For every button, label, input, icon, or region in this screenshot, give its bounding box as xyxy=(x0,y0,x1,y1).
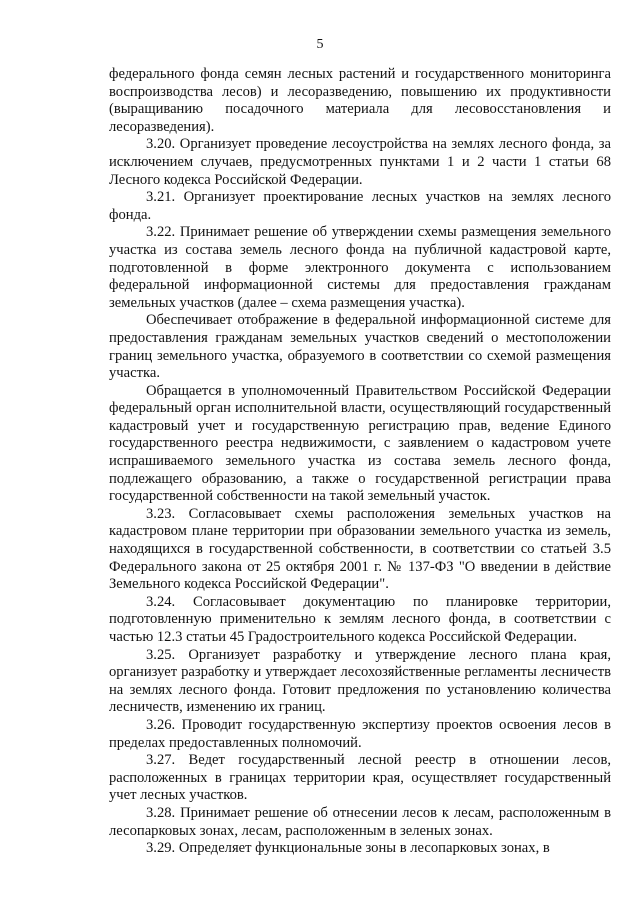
paragraph-text: Проводит государственную экспертизу проектов освоения лесов в пределах предоставленных полномочий. xyxy=(109,716,611,751)
clause-number: 3.24. xyxy=(146,593,176,610)
paragraph-text: Организует разработку и утверждение лесного плана края, организует разработку и утверждает лесохозяйственные регламенты лесничеств на землях лесного фонда. Готовит предложения по установлению количества лесничеств, изменению их границ. xyxy=(109,646,611,716)
paragraph-text: Обращается в уполномоченный Правительством Российской Федерации федеральный орган исполнительной власти, осуществляющий государственный кадастровый учет и государственную регистрацию прав, ведение Единого государственного реестра недвижимости, с заявлением о кадастровом учете испрашиваемого земельного участка из состава земель лесного фонда, подлежащего образованию, а также о государственной регистрации права государственной собственности на такой земельный участок. xyxy=(109,382,611,505)
paragraph-text: Согласовывает документацию по планировке территории, подготовленную применительно к землям лесного фонда, в соответствии с частью 12.3 статьи 45 Градостроительного кодекса Российской Федерации. xyxy=(109,593,611,645)
paragraph-3-29 xyxy=(109,840,611,858)
paragraph-3-25 xyxy=(109,647,611,717)
clause-number: 3.20. xyxy=(146,136,176,153)
clause-number: 3.28. xyxy=(146,804,176,821)
paragraph-text: Согласовывает схемы расположения земельных участков на кадастровом плане территории при образовании земельного участка из земель, находящихся в государственной собственности, в соответствии со статьей 3.5 Федерального закона от 25 октября 2001 г. № 137-ФЗ "О введении в действие Земельного кодекса Российской Федерации". xyxy=(109,505,611,593)
paragraph-3-23 xyxy=(109,506,611,594)
paragraph-appeal xyxy=(109,383,611,506)
paragraph-3-20 xyxy=(109,136,611,189)
paragraph-text: Принимает решение об утверждении схемы размещения земельного участка из состава земель лесного фонда на публичной кадастровой карте, подготовленной в форме электронного документа с использованием федеральной информационной системы для предоставления гражданам земельных участков (далее – схема размещения участка). xyxy=(109,224,611,311)
clause-number: 3.27. xyxy=(146,752,176,769)
clause-number: 3.29. xyxy=(146,840,176,857)
paragraph-text: федерального фонда семян лесных растений и государственного мониторинга воспроизводства лесов) и лесоразведению, повышению их продуктивности (выращиванию посадочного материала для лесовосстановления и лесоразведения). xyxy=(109,66,611,135)
paragraph-text: Обеспечивает отображение в федеральной информационной системе для предоставления гражданам земельных участков сведений о местоположении границ земельного участка, образуемого в соответствии со схемой размещения участка. xyxy=(109,312,611,382)
paragraph-3-24 xyxy=(109,594,611,647)
paragraph-3-26 xyxy=(109,717,611,752)
paragraph-3-21 xyxy=(109,189,611,224)
paragraph-3-22 xyxy=(109,224,611,312)
paragraph-display xyxy=(109,312,611,382)
clause-number: 3.25. xyxy=(146,646,176,663)
paragraph-3-27 xyxy=(109,752,611,805)
page-number: 5 xyxy=(316,37,324,52)
paragraph-3-28 xyxy=(109,805,611,840)
paragraph-text: Ведет государственный лесной реестр в отношении лесов, расположенных в границах территории края, осуществляет государственный учет лесных участков. xyxy=(109,752,611,804)
paragraph-text: Организует проведение лесоустройства на землях лесного фонда, за исключением случаев, предусмотренных пунктами 1 и 2 части 1 статьи 68 Лесного кодекса Российской Федерации. xyxy=(109,136,611,188)
clause-number: 3.21. xyxy=(146,189,176,206)
paragraph-text: Организует проектирование лесных участков на землях лесного фонда. xyxy=(109,189,611,223)
document-body xyxy=(109,66,611,858)
clause-number: 3.23. xyxy=(146,505,176,522)
clause-number: 3.22. xyxy=(146,224,176,241)
paragraph-text: Принимает решение об отнесении лесов к лесам, расположенным в лесопарковых зонах, лесам, расположенным в зеленых зонах. xyxy=(109,804,612,839)
paragraph-text: Определяет функциональные зоны в лесопарковых зонах, в xyxy=(178,840,550,857)
paragraph-continuation xyxy=(109,66,611,136)
clause-number: 3.26. xyxy=(146,716,176,733)
